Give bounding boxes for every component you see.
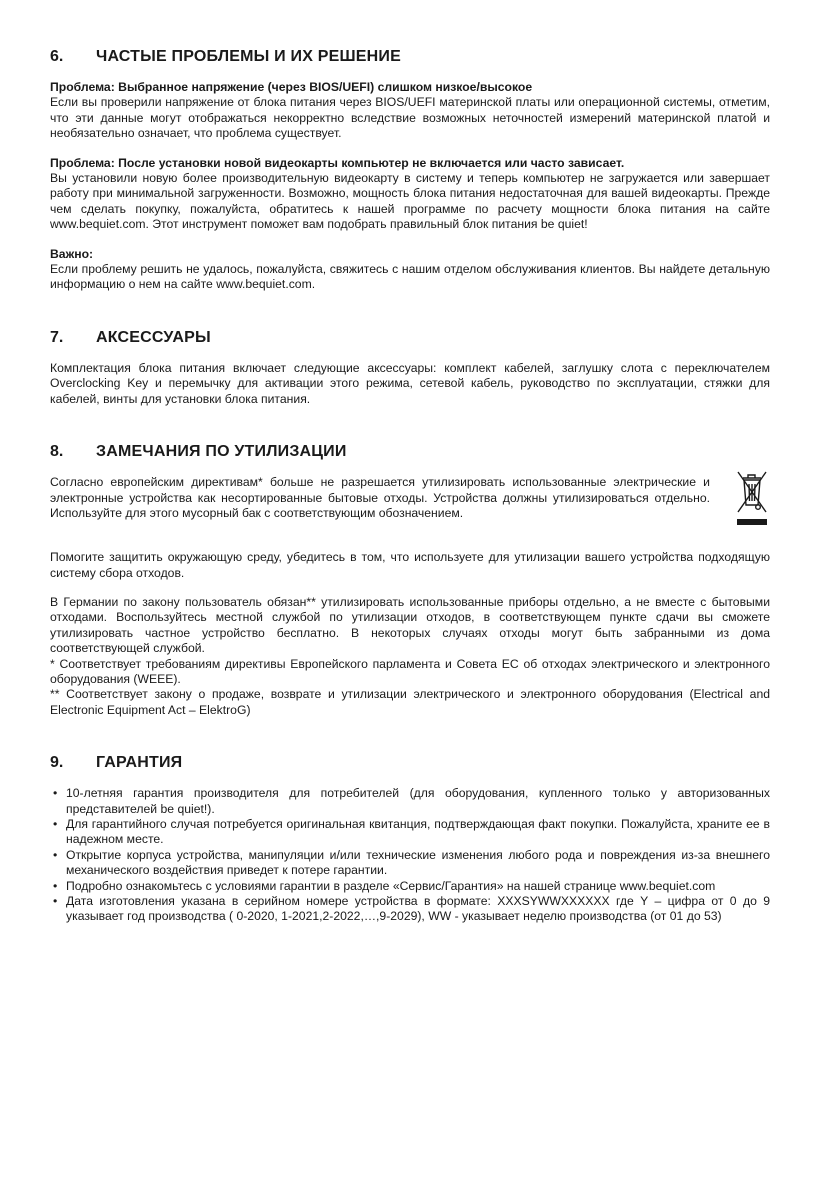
section-number: 6.: [50, 48, 64, 65]
disposal-intro: [50, 475, 770, 536]
problem-heading: Проблема: После установки новой видеокарты компьютер не включается или часто зависает.: [50, 155, 625, 170]
section-number: 7.: [50, 328, 64, 346]
section-number: 9.: [50, 754, 64, 772]
problem-text: Если вы проверили напряжение от блока питания через BIOS/UEFI материнской платы или операционной системы, отметим, что эти данные могут отображаться некорректно вследствие возможных неточностей измерений материнской платой и необязательно означает, что проблема существует.: [50, 95, 770, 141]
section-accessories: [50, 329, 770, 407]
accessories-text: Комплектация блока питания включает следующие аксессуары: комплект кабелей, заглушку слота с переключателем Overclocking Key и перемычку для активации этого режима, сетевой кабель, руководство по эксплуатации, стяжки для кабелей, винты для установки блока питания.: [50, 360, 770, 406]
important-heading: Важно:: [50, 246, 94, 261]
section-title: ЗАМЕЧАНИЯ ПО УТИЛИЗАЦИИ: [96, 443, 347, 461]
section-heading: [50, 443, 770, 461]
section-heading: [50, 329, 770, 347]
disposal-text: В Германии по закону пользователь обязан** утилизировать использованные приборы отдельно, а не вместе с бытовыми отходами. Воспользуйтесь местной службой по утилизации отходов, в соответствующем пункте сдачи вы сможете утилизировать частное устройство бесплатно. В некоторых случаях отходы могут быть забранными из дома соответствующей службой.: [50, 594, 770, 656]
section-heading: [50, 48, 770, 66]
bullet-icon: •: [53, 894, 58, 908]
section-title: ЧАСТЫЕ ПРОБЛЕМЫ И ИХ РЕШЕНИЕ: [96, 48, 401, 65]
bullet-icon: •: [53, 816, 58, 831]
section-title: АКСЕССУАРЫ: [96, 328, 211, 346]
page: [50, 48, 770, 925]
section-heading: [50, 754, 770, 772]
bullet-icon: •: [53, 847, 58, 862]
problem-text: Вы установили новую более производительную видеокарту в систему и теперь компьютер не загружается или завершает работу при минимальной загруженности. Возможно, мощность блока питания недостаточная для вашей видеокарты. Прежде чем сделать покупку, пожалуйста, обратитесь к нашей программе по расчету мощности блока питания на сайте www.bequiet.com. Этот инструмент поможет вам подобрать правильный блок питания be quiet!: [50, 171, 770, 232]
section-number: 8.: [50, 443, 64, 461]
important-text: Если проблему решить не удалось, пожалуйста, свяжитесь с нашим отделом обслуживания клиентов. Вы найдете детальную информацию о нем на сайте www.bequiet.com.: [50, 262, 770, 292]
footnote: ** Соответствует закону о продаже, возврате и утилизации электрического и электронного оборудования (Electrical and Electronic Equipment Act – ElektroG): [50, 687, 770, 717]
list-item: • 10-летняя гарантия производителя для потребителей (для оборудования, купленного только у авторизованных представителей be quiet!).: [53, 786, 770, 816]
section-disposal: [50, 443, 770, 718]
bullet-icon: •: [53, 786, 58, 801]
list-item: • Дата изготовления указана в серийном номере устройства в формате: XXXSYWWXXXXXX где Y – цифра от 0 до 9 указывает год производства ( 0-2020, 1-2021,2-2022,…,9-2029), WW - указывает неделю производства (от 01 до 53): [53, 894, 770, 924]
section-title: ГАРАНТИЯ: [96, 754, 183, 772]
disposal-text: Помогите защитить окружающую среду, убедитесь в том, что используете для утилизации вашего устройства подходящую систему сбора отходов.: [50, 550, 770, 580]
disposal-text: Согласно европейским директивам* больше не разрешается утилизировать использованные электрические и электронные устройства как несортированные бытовые отходы. Устройства должны утилизироваться отдельно. Используйте для этого мусорный бак с соответствующим обозначением.: [50, 475, 710, 520]
problem-heading: Проблема: Выбранное напряжение (через BIOS/UEFI) слишком низкое/высокое: [50, 80, 533, 94]
section-troubleshooting: [50, 48, 770, 293]
list-item: • Открытие корпуса устройства, манипуляции и/или технические изменения любого рода и повреждения из-за внешнего механического воздействия приведет к потере гарантии.: [53, 847, 770, 878]
section-warranty: [50, 754, 770, 925]
crossed-out-wheelie-bin-icon: [734, 469, 770, 536]
warranty-list: [50, 786, 770, 925]
bullet-icon: •: [53, 878, 58, 893]
footnote: * Соответствует требованиям директивы Европейского парламента и Совета ЕС об отходах электрического и электронного оборудования (WEEE).: [50, 656, 770, 686]
list-item: • Подробно ознакомьтесь с условиями гарантии в разделе «Сервис/Гарантия» на нашей странице www.bequiet.com: [53, 878, 716, 893]
list-item: • Для гарантийного случая потребуется оригинальная квитанция, подтверждающая факт покупки. Пожалуйста, храните ее в надежном месте.: [53, 816, 770, 847]
